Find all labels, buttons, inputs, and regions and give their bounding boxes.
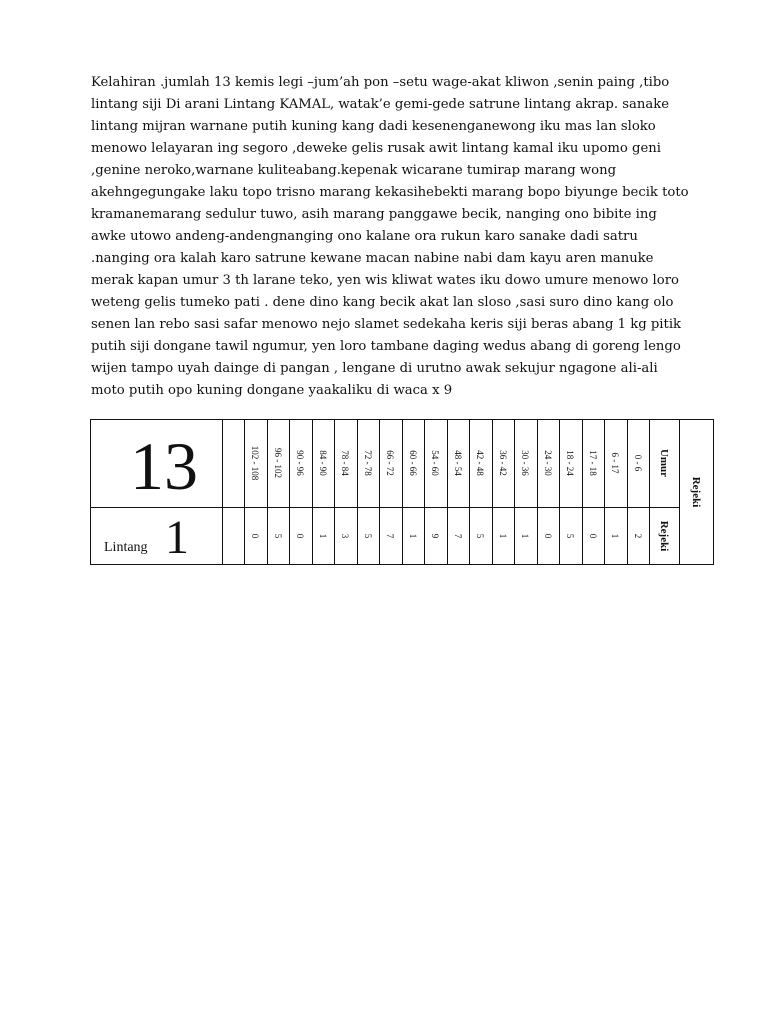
umur-range-cell: 24 - 30 xyxy=(542,450,553,476)
umur-range-cell: 78 - 84 xyxy=(340,450,351,476)
birth-number: 13 xyxy=(130,428,198,504)
rejeki-value-cell: 3 xyxy=(340,533,351,539)
column-divider xyxy=(222,420,223,564)
rejeki-value-cell: 7 xyxy=(452,533,463,539)
rejeki-value-cell: 1 xyxy=(520,533,531,539)
column-divider xyxy=(604,420,605,564)
column-divider xyxy=(379,420,380,564)
column-divider xyxy=(492,420,493,564)
column-divider xyxy=(289,420,290,564)
column-divider xyxy=(514,420,515,564)
umur-header: Umur xyxy=(658,448,670,478)
umur-range-cell: 6 - 17 xyxy=(610,452,621,474)
column-divider xyxy=(402,420,403,564)
umur-range-cell: 66 - 72 xyxy=(385,450,396,476)
umur-range-cell: 18 - 24 xyxy=(565,450,576,476)
lintang-label: Lintang xyxy=(104,540,148,555)
rejeki-value-cell: 5 xyxy=(272,533,283,539)
row-divider xyxy=(91,507,679,508)
rejeki-value-cell: 7 xyxy=(385,533,396,539)
umur-range-cell: 17 - 18 xyxy=(587,450,598,476)
rejeki-value-cell: 1 xyxy=(497,533,508,539)
column-divider xyxy=(537,420,538,564)
column-divider xyxy=(649,420,650,564)
rejeki-value-cell: 0 xyxy=(295,533,306,539)
rejeki-value-cell: 0 xyxy=(587,533,598,539)
body-paragraph: Kelahiran .jumlah 13 kemis legi –jum’ah pon –setu wage-akat kliwon ,senin paing ,tibo lintang siji Di arani Lintang KAMAL, watak’e gemi-gede satrune lintang akrap. sanake lintang mijran warnane putih kuning kang dadi kesenenganewong iku mas lan sloko menowo lelayaran ing segoro ,deweke gelis rusak awit lintang kamal iku upomo geni ,genine neroko,warnane kuliteabang.kepenak wicarane tumirap marang wong akehngegungake laku topo trisno marang kekasihebekti marang bopo biyunge becik toto kramanemarang sedulur tuwo, asih marang panggawe becik, nanging ono bibite ing awke utowo andeng-andengnanging ono kalane ora rukun karo sanake dadi satru .nanging ora kalah karo satrune kewane macan nabine nabi dam kayu aren manuke merak kapan umur 3 th larane teko, yen wis kliwat wates iku dowo umure menowo loro weteng gelis tumeko pati . dene dino kang becik akat lan sloso ,sasi suro dino kang olo senen lan rebo sasi safar menowo nejo slamet sedekaha keris siji beras abang 1 kg pitik putih siji dongane tawil ngumur, yen loro tambane daging wedus abang di goreng lengo wijen tampo uyah dainge di pangan , lengane di urutno awak sekujur ngagone ali-ali moto putih opo kuning dongane yaakaliku di waca x 9 xyxy=(91,75,689,398)
column-divider xyxy=(424,420,425,564)
umur-range-cell: 30 - 36 xyxy=(520,450,531,476)
column-divider xyxy=(334,420,335,564)
umur-range-cell: 42 - 48 xyxy=(475,450,486,476)
column-divider xyxy=(627,420,628,564)
rejeki-value-cell: 9 xyxy=(430,533,441,539)
column-divider xyxy=(447,420,448,564)
column-divider xyxy=(469,420,470,564)
umur-range-cell: 84 - 90 xyxy=(317,450,328,476)
rejeki-value-cell: 5 xyxy=(475,533,486,539)
column-divider xyxy=(679,420,680,564)
column-divider xyxy=(357,420,358,564)
rejeki-header: Rejeki xyxy=(658,520,670,552)
umur-range-cell: 60 - 66 xyxy=(407,450,418,476)
umur-range-cell: 72 - 78 xyxy=(362,450,373,476)
umur-range-cell: 96 - 102 xyxy=(272,448,283,478)
lintang-number: 1 xyxy=(165,511,189,564)
column-divider xyxy=(582,420,583,564)
column-divider xyxy=(267,420,268,564)
umur-range-cell: 90 - 96 xyxy=(295,450,306,476)
column-divider xyxy=(559,420,560,564)
umur-range-cell: 102 - 108 xyxy=(250,445,261,481)
column-divider xyxy=(312,420,313,564)
rejeki-side-header: Rejeki xyxy=(690,476,702,508)
rejeki-value-cell: 1 xyxy=(317,533,328,539)
rejeki-value-cell: 5 xyxy=(362,533,373,539)
rejeki-value-cell: 0 xyxy=(542,533,553,539)
umur-range-cell: 0 - 6 xyxy=(632,454,643,472)
rejeki-value-cell: 0 xyxy=(250,533,261,539)
column-divider xyxy=(244,420,245,564)
rejeki-value-cell: 2 xyxy=(632,533,643,539)
rejeki-value-cell: 5 xyxy=(565,533,576,539)
umur-range-cell: 54 - 60 xyxy=(430,450,441,476)
umur-rejeki-table xyxy=(90,419,714,565)
rejeki-value-cell: 1 xyxy=(407,533,418,539)
umur-range-cell: 36 - 42 xyxy=(497,450,508,476)
rejeki-value-cell: 1 xyxy=(610,533,621,539)
umur-range-cell: 48 - 54 xyxy=(452,450,463,476)
